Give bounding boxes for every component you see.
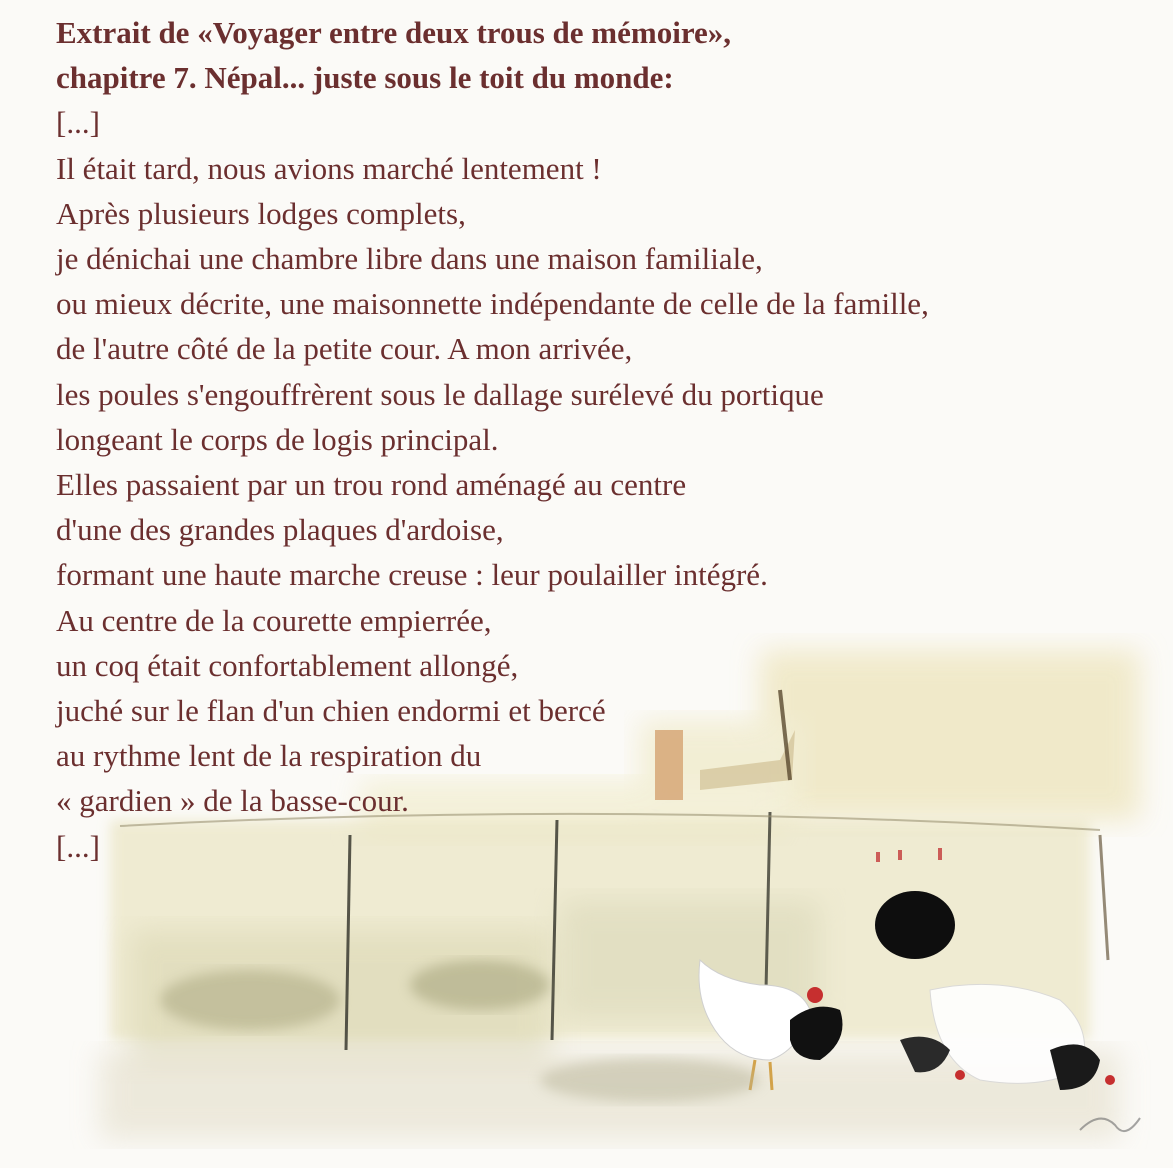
excerpt-line: longeant le corps de logis principal. xyxy=(56,421,499,457)
excerpt-line: d'une des grandes plaques d'ardoise, xyxy=(56,512,504,548)
excerpt-text xyxy=(56,10,1156,869)
excerpt-line: les poules s'engouffrèrent sous le dallage surélevé du portique xyxy=(56,376,824,412)
excerpt-line: au rythme lent de la respiration du xyxy=(56,738,482,774)
excerpt-line: Elles passaient par un trou rond aménagé au centre xyxy=(56,467,687,503)
excerpt-line: Après plusieurs lodges complets, xyxy=(56,195,466,231)
excerpt-line: ou mieux décrite, une maisonnette indépendante de celle de la famille, xyxy=(56,286,929,322)
excerpt-line: un coq était confortablement allongé, xyxy=(56,647,519,683)
excerpt-line: formant une haute marche creuse : leur poulailler intégré. xyxy=(56,557,768,593)
excerpt-line: [...] xyxy=(56,828,100,864)
excerpt-line: Il était tard, nous avions marché lentement ! xyxy=(56,150,602,186)
excerpt-line: de l'autre côté de la petite cour. A mon arrivée, xyxy=(56,331,633,367)
excerpt-line: je dénichai une chambre libre dans une maison familiale, xyxy=(56,241,763,277)
excerpt-heading-line-2: chapitre 7. Népal... juste sous le toit du monde: xyxy=(56,60,674,96)
excerpt-heading-line-1: Extrait de «Voyager entre deux trous de mémoire», xyxy=(56,15,732,50)
coop-hole xyxy=(875,891,955,959)
excerpt-line: [...] xyxy=(56,105,100,141)
excerpt-line: juché sur le flan d'un chien endormi et bercé xyxy=(56,693,606,729)
excerpt-line: Au centre de la courette empierrée, xyxy=(56,602,492,638)
excerpt-line: « gardien » de la basse-cour. xyxy=(56,783,409,819)
